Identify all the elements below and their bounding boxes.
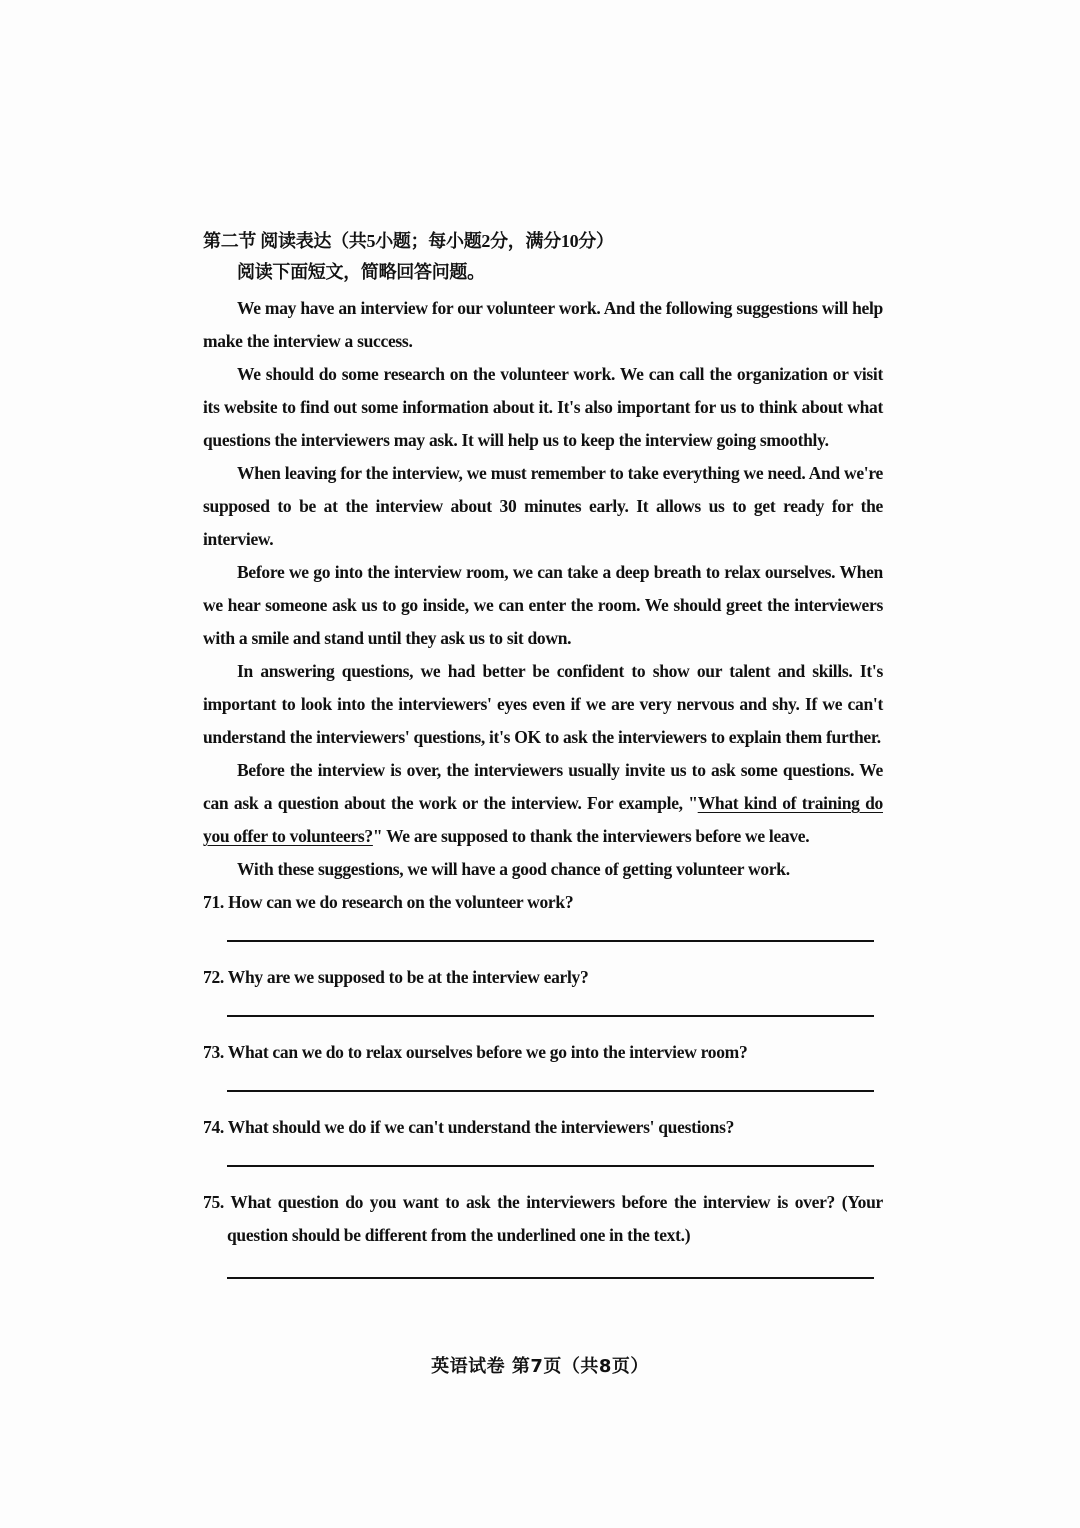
passage-paragraph-1: We may have an interview for our volunteer work. And the following suggestions will help make the interview a success. [203, 298, 883, 351]
question-text: What question do you want to ask the interviewers before the interview is over? (Your question should be different from the underlined one in the text.) [227, 1192, 883, 1245]
passage-paragraph-7: With these suggestions, we will have a good chance of getting volunteer work. [237, 859, 790, 879]
question-72 [203, 961, 883, 994]
question-text: What should we do if we can't understand the interviewers' questions? [227, 1117, 735, 1137]
question-number: 71. [203, 892, 224, 912]
answer-line-75[interactable] [227, 1277, 874, 1279]
passage-paragraph-2: We should do some research on the volunteer work. We can call the organization or visit its website to find out some information about it. It's also important for us to think about what questions the interviewers may ask. It will help us to keep the interview going smoothly. [203, 364, 883, 450]
question-text: Why are we supposed to be at the interview early? [227, 967, 589, 987]
question-71 [203, 886, 883, 919]
paragraph-6-lead: Before the interview is over, the interviewers usually invite us to ask some questions. We can ask a question about the work or the interview. For example, " [203, 760, 883, 813]
question-text: How can we do research on the volunteer work? [228, 892, 574, 912]
answer-line-71[interactable] [227, 940, 874, 942]
question-number: 74. [203, 1117, 224, 1137]
page-footer: 英语试卷 第7页（共8页） [431, 1356, 649, 1377]
section-title: 第二节 阅读表达（共5小题；每小题2分，满分10分） [203, 231, 614, 251]
answer-line-73[interactable] [227, 1090, 874, 1092]
passage-paragraph-3: When leaving for the interview, we must remember to take everything we need. And we're supposed to be at the interview about 30 minutes early. It allows us to get ready for the interview. [203, 463, 883, 549]
underlined-example-question: What kind of training do you offer to volunteers? [203, 793, 883, 846]
answer-line-72[interactable] [227, 1015, 874, 1017]
question-text: What can we do to relax ourselves before we go into the interview room? [227, 1042, 748, 1062]
passage-paragraph-4: Before we go into the interview room, we can take a deep breath to relax ourselves. When we hear someone ask us to go inside, we can enter the room. We should greet the interviewers with a smile and stand until they ask us to sit down. [203, 562, 883, 648]
passage-paragraph-6 [203, 754, 883, 853]
question-number: 75. [203, 1192, 224, 1212]
question-75 [203, 1186, 883, 1252]
question-73 [203, 1036, 883, 1069]
reading-section [203, 226, 883, 1279]
question-number: 73. [203, 1042, 224, 1062]
section-instruction: 阅读下面短文，简略回答问题。 [237, 262, 485, 282]
question-number: 72. [203, 967, 224, 987]
answer-line-74[interactable] [227, 1165, 874, 1167]
question-74 [203, 1111, 883, 1144]
passage-paragraph-5: In answering questions, we had better be confident to show our talent and skills. It's important to look into the interviewers' eyes even if we are very nervous and shy. If we can't understand the interviewers' questions, it's OK to ask the interviewers to explain them further. [203, 661, 883, 747]
paragraph-6-tail: " We are supposed to thank the interviewers before we leave. [372, 826, 810, 846]
